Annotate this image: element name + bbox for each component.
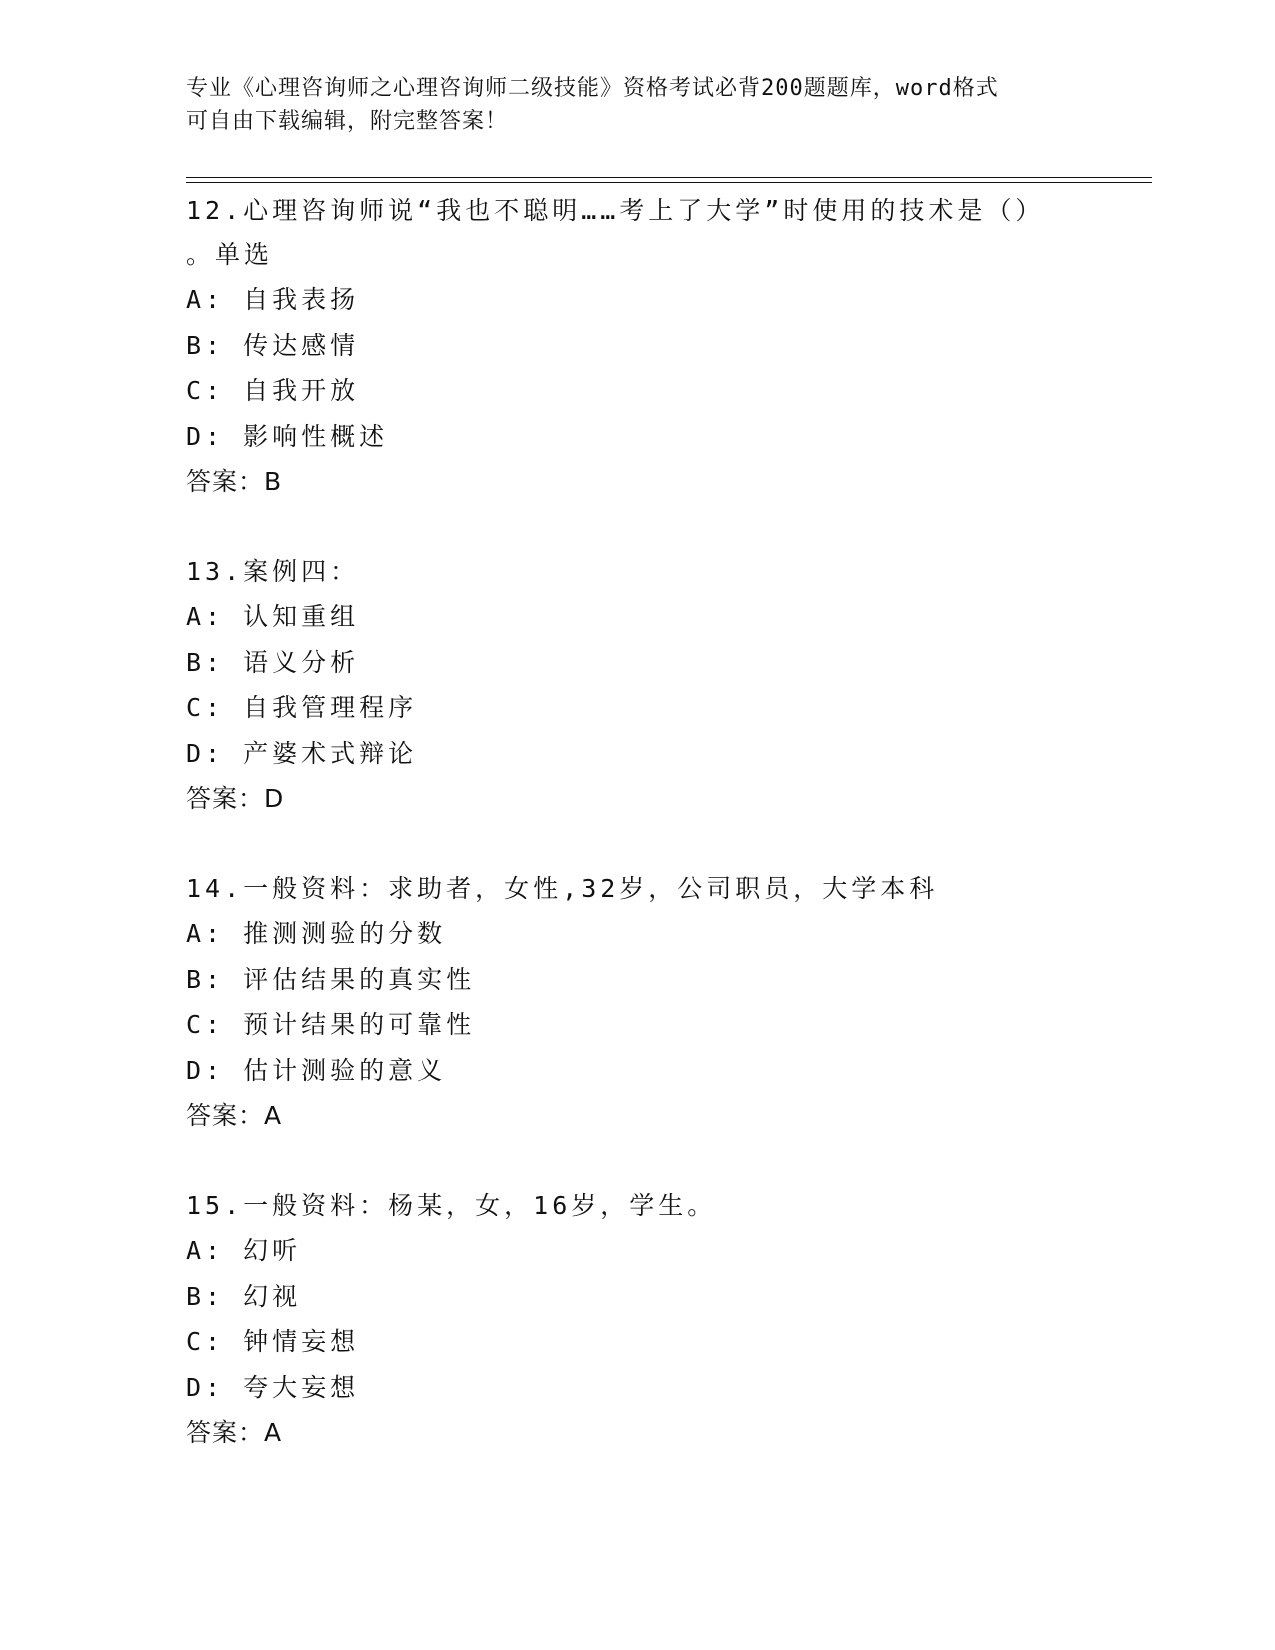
option-d: D: 影响性概述 — [186, 421, 389, 451]
option-a: A: 幻听 — [186, 1236, 302, 1265]
option-c: C: 自我开放 — [186, 376, 360, 405]
option-d: D: 估计测验的意义 — [186, 1055, 447, 1085]
question-text: 15.一般资料：杨某，女，16岁，学生。 — [186, 1191, 717, 1220]
answer: 答案：A — [186, 1101, 283, 1130]
option-b: B: 传达感情 — [186, 330, 360, 360]
option-c: C: 自我管理程序 — [186, 693, 418, 722]
question-list — [186, 189, 1086, 1501]
question-text: 12.心理咨询师说“我也不聪明……考上了大学”时使用的技术是（） — [186, 196, 1045, 225]
header-line-2: 可自由下载编辑，附完整答案！ — [186, 109, 509, 134]
answer: 答案：D — [186, 784, 285, 813]
option-a: A: 推测测验的分数 — [186, 919, 447, 948]
question-15 — [186, 1184, 1086, 1455]
answer: 答案：B — [186, 467, 283, 496]
question-12 — [186, 189, 1086, 504]
option-b: B: 幻视 — [186, 1281, 302, 1311]
question-text: 13.案例四： — [186, 557, 360, 586]
header-divider-bottom — [186, 182, 1152, 183]
answer: 答案：A — [186, 1418, 283, 1447]
option-a: A: 认知重组 — [186, 602, 360, 631]
question-text-continued: 。单选 — [186, 240, 274, 269]
option-b: B: 语义分析 — [186, 647, 360, 677]
option-a: A: 自我表扬 — [186, 285, 360, 314]
question-text: 14.一般资料：求助者，女性,32岁，公司职员，大学本科 — [186, 874, 939, 903]
option-d: D: 产婆术式辩论 — [186, 738, 418, 768]
question-13 — [186, 550, 1086, 821]
document-header — [186, 72, 1066, 138]
header-divider-top — [186, 177, 1152, 178]
option-b: B: 评估结果的真实性 — [186, 964, 476, 994]
option-d: D: 夸大妄想 — [186, 1372, 360, 1402]
option-c: C: 钟情妄想 — [186, 1327, 360, 1356]
option-c: C: 预计结果的可靠性 — [186, 1010, 476, 1039]
question-14 — [186, 867, 1086, 1138]
header-line-1: 专业《心理咨询师之心理咨询师二级技能》资格考试必背200题题库，word格式 — [186, 76, 999, 101]
